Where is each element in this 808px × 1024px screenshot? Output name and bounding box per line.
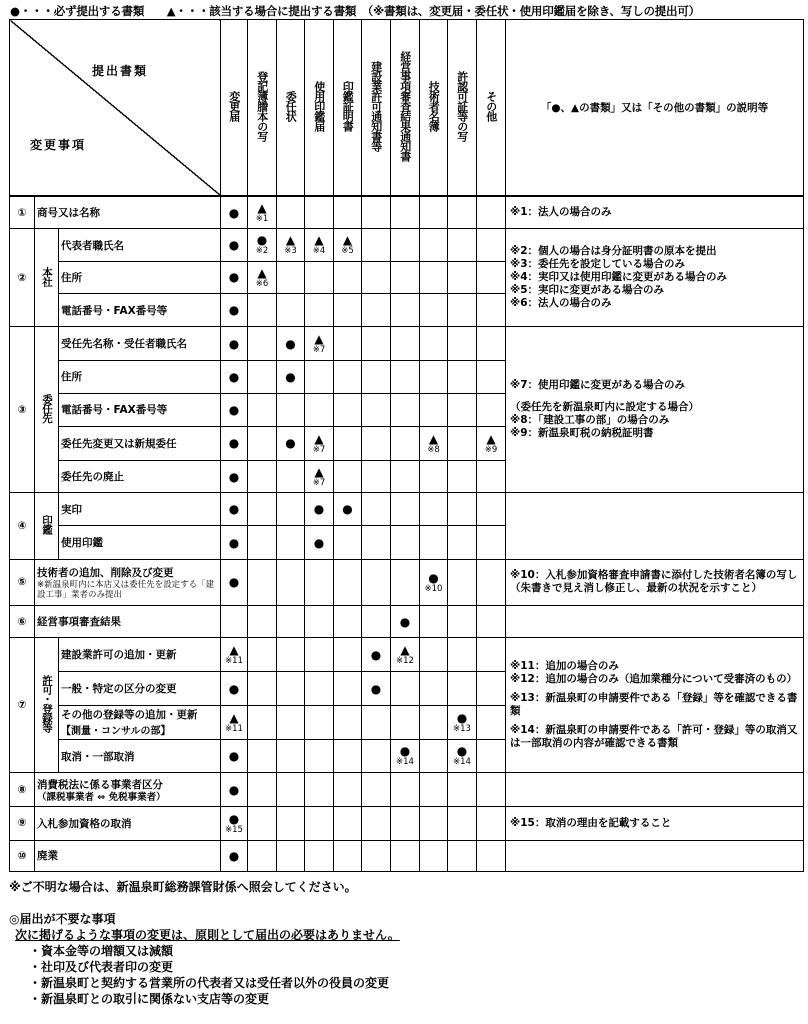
col-kensetsu-kyoka: 建設業許可通知書等 <box>362 20 391 196</box>
row-label: 実印 <box>59 493 221 526</box>
circle-mark: ● <box>428 570 439 585</box>
triangle-mark: ▲ <box>314 431 324 446</box>
row-label: 委任先変更又は新規委任 <box>59 426 221 460</box>
col-henko-todoke: 変更届 <box>221 20 248 196</box>
row-number: ⑤ <box>10 559 35 605</box>
circle-mark: ● <box>228 436 240 451</box>
row-sublabel: 【測量・コンサルの部】 <box>61 726 171 738</box>
row-label: 商号又は名称 <box>35 196 221 229</box>
circle-mark: ● <box>456 744 468 759</box>
triangle-mark: ▲ <box>314 464 324 479</box>
col-shiyo-inkan: 使用印鑑届 <box>305 20 334 196</box>
circle-mark: ● <box>228 336 240 351</box>
triangle-mark: ▲ <box>342 233 353 248</box>
circle-mark: ● <box>456 710 468 725</box>
row-number: ⑧ <box>10 773 35 807</box>
note-ref: ※2 <box>255 246 269 257</box>
circle-mark: ● <box>228 502 240 517</box>
circle-mark: ● <box>370 647 382 662</box>
group-label: 委任先 <box>35 327 59 493</box>
circle-mark: ● <box>228 681 240 696</box>
row-label: 使用印鑑 <box>59 526 221 559</box>
row-label: 一般・特定の区分の変更 <box>59 672 221 705</box>
row-number: ⑨ <box>10 807 35 840</box>
explain-cell: ※10：入札参加資格審査申請書に添付した技術者名簿の写し（朱書きで見え消し修正し、最新の状況を示すこと） <box>506 559 804 605</box>
table-row <box>10 229 804 261</box>
group-label: 許可・登録等 <box>35 638 59 773</box>
circle-mark: ● <box>399 614 411 629</box>
triangle-mark: ▲ <box>314 233 324 248</box>
col-keishin: 経営事項審査結果通知書 <box>391 20 420 196</box>
note-ref: ※15 <box>225 824 243 835</box>
triangle-mark: ▲ <box>257 200 267 215</box>
row-label: 廃業 <box>35 840 221 871</box>
circle-mark: ● <box>313 535 325 550</box>
submission-table <box>9 19 804 872</box>
note-ref: ※5 <box>341 246 354 257</box>
row-label: 取消・一部取消 <box>59 739 221 772</box>
table-row <box>10 638 804 672</box>
group-label: 本社 <box>35 229 59 327</box>
row-label: その他の登録等の追加・更新 【測量・コンサルの部】 <box>59 705 221 739</box>
table-row <box>10 559 804 605</box>
table-row <box>10 327 804 361</box>
circle-mark: ● <box>228 238 240 253</box>
triangle-mark: ▲ <box>400 643 410 658</box>
explain-cell: ※1：法人の場合のみ <box>506 196 804 229</box>
triangle-mark: ▲ <box>428 431 439 446</box>
row-sublabel: （課税事業者 ⇔ 免税事業者） <box>37 791 166 803</box>
note-ref: ※11 <box>225 723 243 734</box>
note-ref: ※10 <box>424 583 443 594</box>
explain-cell: ※11：追加の場合のみ ※12：追加の場合のみ（追加業種分について受審済のもの） ※13：新温泉町の申請要件である「登録」等を確認できる書類 ※14：新温泉町の申請要件である「許可・登録」等の取消又は一部取消の内容が確認できる書類 <box>506 638 804 773</box>
doc-label: 提出書類 <box>92 64 149 78</box>
circle-mark: ● <box>342 502 353 517</box>
table-row <box>10 773 804 807</box>
circle-mark: ● <box>228 369 240 384</box>
note-ref: ※7 <box>312 344 326 355</box>
row-number: ① <box>10 196 35 229</box>
circle-mark: ● <box>228 575 240 590</box>
table-row <box>10 840 804 871</box>
row-label: 電話番号・FAX番号等 <box>59 393 221 426</box>
col-sonota: その他 <box>477 20 506 196</box>
col-kyoninka: 許認可証等の写 <box>448 20 477 196</box>
explain-cell: ※7：使用印鑑に変更がある場合のみ （委任先を新温泉町内に設定する場合） ※8：「建設工事の部」の場合のみ ※9：新温泉町税の納税証明書 <box>506 327 804 493</box>
note-ref: ※8 <box>427 444 440 455</box>
explain-cell <box>506 840 804 871</box>
row-label: 入札参加資格の取消 <box>35 807 221 840</box>
row-number: ② <box>10 229 35 327</box>
row-label: 委任先の廃止 <box>59 461 221 493</box>
note-ref: ※13 <box>453 723 471 734</box>
note-ref: ※4 <box>312 246 326 257</box>
list-item: ・新温泉町と契約する営業所の代表者又は受任者以外の役員の変更 <box>29 976 390 990</box>
circle-mark: ● <box>228 469 240 484</box>
circle-mark: ● <box>228 749 240 763</box>
header-row <box>10 20 804 196</box>
circle-mark: ● <box>285 436 296 451</box>
row-label: 住所 <box>59 361 221 393</box>
row-label: 代表者職氏名 <box>59 229 221 261</box>
no-notice-heading: ◎届出が不要な事項 <box>9 912 116 926</box>
circle-mark: ● <box>228 303 240 317</box>
circle-mark: ● <box>370 681 382 696</box>
circle-mark: ● <box>228 535 240 550</box>
circle-mark: ● <box>228 402 240 417</box>
circle-mark: ● <box>228 782 240 797</box>
circle-mark: ● <box>228 811 240 826</box>
change-label: 変更事項 <box>30 137 87 152</box>
table-row <box>10 196 804 229</box>
table-row <box>10 493 804 526</box>
note-ref: ※11 <box>225 656 243 667</box>
note-ref: ※1 <box>255 213 269 224</box>
row-number: ③ <box>10 327 35 493</box>
row-sublabel: ※新温泉町内に本店又は委任先を設定する「建設工事」業者のみ提出 <box>37 579 215 600</box>
row-label: 建設業許可の追加・更新 <box>59 638 221 672</box>
triangle-mark: ▲ <box>257 265 267 280</box>
note-ref: ※6 <box>255 278 269 289</box>
table-row <box>10 605 804 637</box>
note-ref: ※14 <box>396 757 414 768</box>
inquiry-note: ※ご不明な場合は、新温泉町総務課管財係へ照会してください。 <box>9 880 357 894</box>
triangle-mark: ▲ <box>285 233 296 248</box>
circle-mark: ● <box>228 270 240 285</box>
triangle-mark: ▲ <box>314 331 324 346</box>
note-ref: ※12 <box>396 656 414 667</box>
explain-cell: ※15：取消の理由を記載すること <box>506 807 804 840</box>
note-ref: ※3 <box>284 246 297 257</box>
triangle-mark: ▲ <box>486 431 496 446</box>
circle-mark: ● <box>285 369 296 384</box>
row-label: 経営事項審査結果 <box>35 605 221 637</box>
row-label: 受任先名称・受任者職氏名 <box>59 327 221 361</box>
note-ref: ※14 <box>453 757 471 768</box>
row-number: ⑩ <box>10 840 35 871</box>
circle-mark: ● <box>256 233 268 248</box>
row-number: ⑥ <box>10 605 35 637</box>
note-ref: ※7 <box>312 477 326 488</box>
row-number: ⑦ <box>10 638 35 773</box>
row-label: 住所 <box>59 261 221 293</box>
row-label: 技術者の追加、削除及び変更 ※新温泉町内に本店又は委任先を設定する「建設工事」業者のみ提出 <box>35 559 221 605</box>
legend: ●・・・必ず提出する書類 ▲・・・該当する場合に提出する書類 （※書類は、変更届・委任状・使用印鑑届を除き、写しの提出可） <box>10 4 700 18</box>
explain-cell: ※2：個人の場合は身分証明書の原本を提出 ※3：委任先を設定している場合のみ ※4：実印又は使用印鑑に変更がある場合のみ ※5：実印に変更がある場合のみ ※6：法人の場合のみ <box>506 229 804 327</box>
no-notice-intro: 次に掲げるような事項の変更は、原則として届出の必要はありません。 <box>15 928 400 942</box>
circle-mark: ● <box>399 744 411 759</box>
list-item: ・資本金等の増額又は減額 <box>29 944 174 958</box>
row-number: ④ <box>10 493 35 559</box>
triangle-mark: ▲ <box>229 710 239 725</box>
circle-mark: ● <box>228 848 240 863</box>
col-gijutsusha: 技術者名簿 <box>420 20 448 196</box>
list-item: ・社印及び代表者印の変更 <box>29 960 174 974</box>
triangle-mark: ▲ <box>229 643 239 658</box>
table-row <box>10 807 804 840</box>
group-label: 印鑑 <box>35 493 59 559</box>
explain-cell <box>506 605 804 637</box>
explain-cell <box>506 493 804 559</box>
col-tokibo: 登記簿謄本の写 <box>248 20 277 196</box>
col-inkan-shomei: 印鑑証明書 <box>334 20 362 196</box>
row-label: 電話番号・FAX番号等 <box>59 293 221 326</box>
header-corner <box>10 20 221 196</box>
explain-cell <box>506 773 804 807</box>
footer-notes <box>9 878 804 1006</box>
row-label: 消費税法に係る事業者区分 （課税事業者 ⇔ 免税事業者） <box>35 773 221 807</box>
col-explain: 「●、▲の書類」又は「その他の書類」の説明等 <box>506 20 804 196</box>
note-ref: ※9 <box>484 444 498 455</box>
list-item: ・新温泉町との取引に関係ない支店等の変更 <box>29 992 270 1006</box>
note-ref: ※7 <box>312 444 326 455</box>
circle-mark: ● <box>228 205 240 220</box>
col-ininjo: 委任状 <box>277 20 305 196</box>
circle-mark: ● <box>285 336 296 351</box>
circle-mark: ● <box>313 502 325 517</box>
